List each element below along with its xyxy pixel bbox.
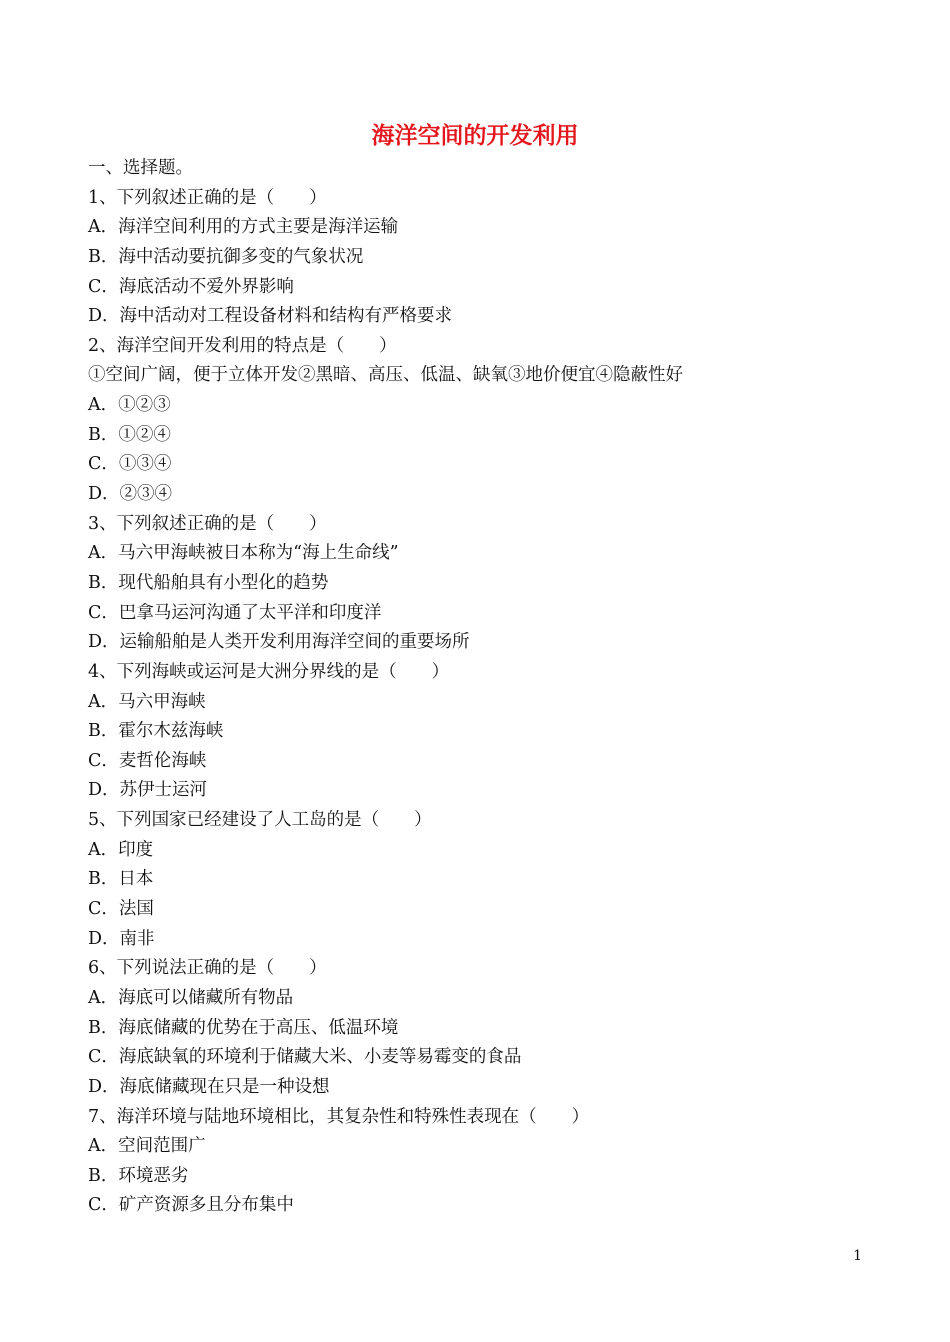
answer-option: A．马六甲海峡被日本称为“海上生命线” bbox=[88, 543, 399, 564]
answer-option: D．海中活动对工程设备材料和结构有严格要求 bbox=[88, 306, 453, 327]
question-stem: 3、下列叙述正确的是（ ） bbox=[88, 513, 327, 534]
answer-option: C．①③④ bbox=[88, 454, 172, 475]
question-stem: 4、下列海峡或运河是大洲分界线的是（ ） bbox=[88, 661, 450, 682]
question-stem: 2、海洋空间开发利用的特点是（ ） bbox=[88, 335, 397, 356]
question-list bbox=[88, 154, 868, 1221]
answer-option: D．运输船舶是人类开发利用海洋空间的重要场所 bbox=[88, 632, 470, 653]
question-stem: 6、下列说法正确的是（ ） bbox=[88, 958, 327, 979]
question-stem: 5、下列国家已经建设了人工岛的是（ ） bbox=[88, 810, 432, 831]
answer-option: A．马六甲海峡 bbox=[88, 691, 206, 712]
question-stem: 7、海洋环境与陆地环境相比，其复杂性和特殊性表现在（ ） bbox=[88, 1106, 590, 1127]
answer-option: D．②③④ bbox=[88, 484, 173, 505]
answer-option: A．印度 bbox=[88, 839, 154, 860]
answer-option: A．空间范围广 bbox=[88, 1136, 206, 1157]
answer-option: D．苏伊士运河 bbox=[88, 780, 208, 801]
question-stem: 1、下列叙述正确的是（ ） bbox=[88, 187, 327, 208]
answer-option: B．海底储藏的优势在于高压、低温环境 bbox=[88, 1017, 399, 1038]
answer-option: C．巴拿马运河沟通了太平洋和印度洋 bbox=[88, 602, 382, 623]
answer-option: A．①②③ bbox=[88, 395, 171, 416]
answer-option: D．南非 bbox=[88, 928, 155, 949]
question-statements: ①空间广阔，便于立体开发②黑暗、高压、低温、缺氧③地价便宜④隐蔽性好 bbox=[88, 365, 683, 386]
answer-option: B．现代船舶具有小型化的趋势 bbox=[88, 572, 329, 593]
answer-option: B．日本 bbox=[88, 869, 154, 890]
answer-option: A．海洋空间利用的方式主要是海洋运输 bbox=[88, 217, 399, 238]
answer-option: B．霍尔木兹海峡 bbox=[88, 721, 224, 742]
page-number: 1 bbox=[853, 1248, 862, 1264]
answer-option: A．海底可以储藏所有物品 bbox=[88, 987, 294, 1008]
answer-option: B．①②④ bbox=[88, 424, 171, 445]
section-heading: 一、选择题。 bbox=[88, 158, 193, 178]
document-title: 海洋空间的开发利用 bbox=[371, 122, 579, 149]
answer-option: C．麦哲伦海峡 bbox=[88, 750, 207, 771]
answer-option: B．环境恶劣 bbox=[88, 1165, 189, 1186]
answer-option: C．法国 bbox=[88, 899, 154, 920]
answer-option: C．海底缺氧的环境利于储藏大米、小麦等易霉变的食品 bbox=[88, 1047, 522, 1068]
answer-option: C．海底活动不爱外界影响 bbox=[88, 276, 294, 297]
answer-option: B．海中活动要抗御多变的气象状况 bbox=[88, 246, 364, 267]
answer-option: D．海底储藏现在只是一种设想 bbox=[88, 1076, 330, 1097]
answer-option: C．矿产资源多且分布集中 bbox=[88, 1195, 294, 1216]
